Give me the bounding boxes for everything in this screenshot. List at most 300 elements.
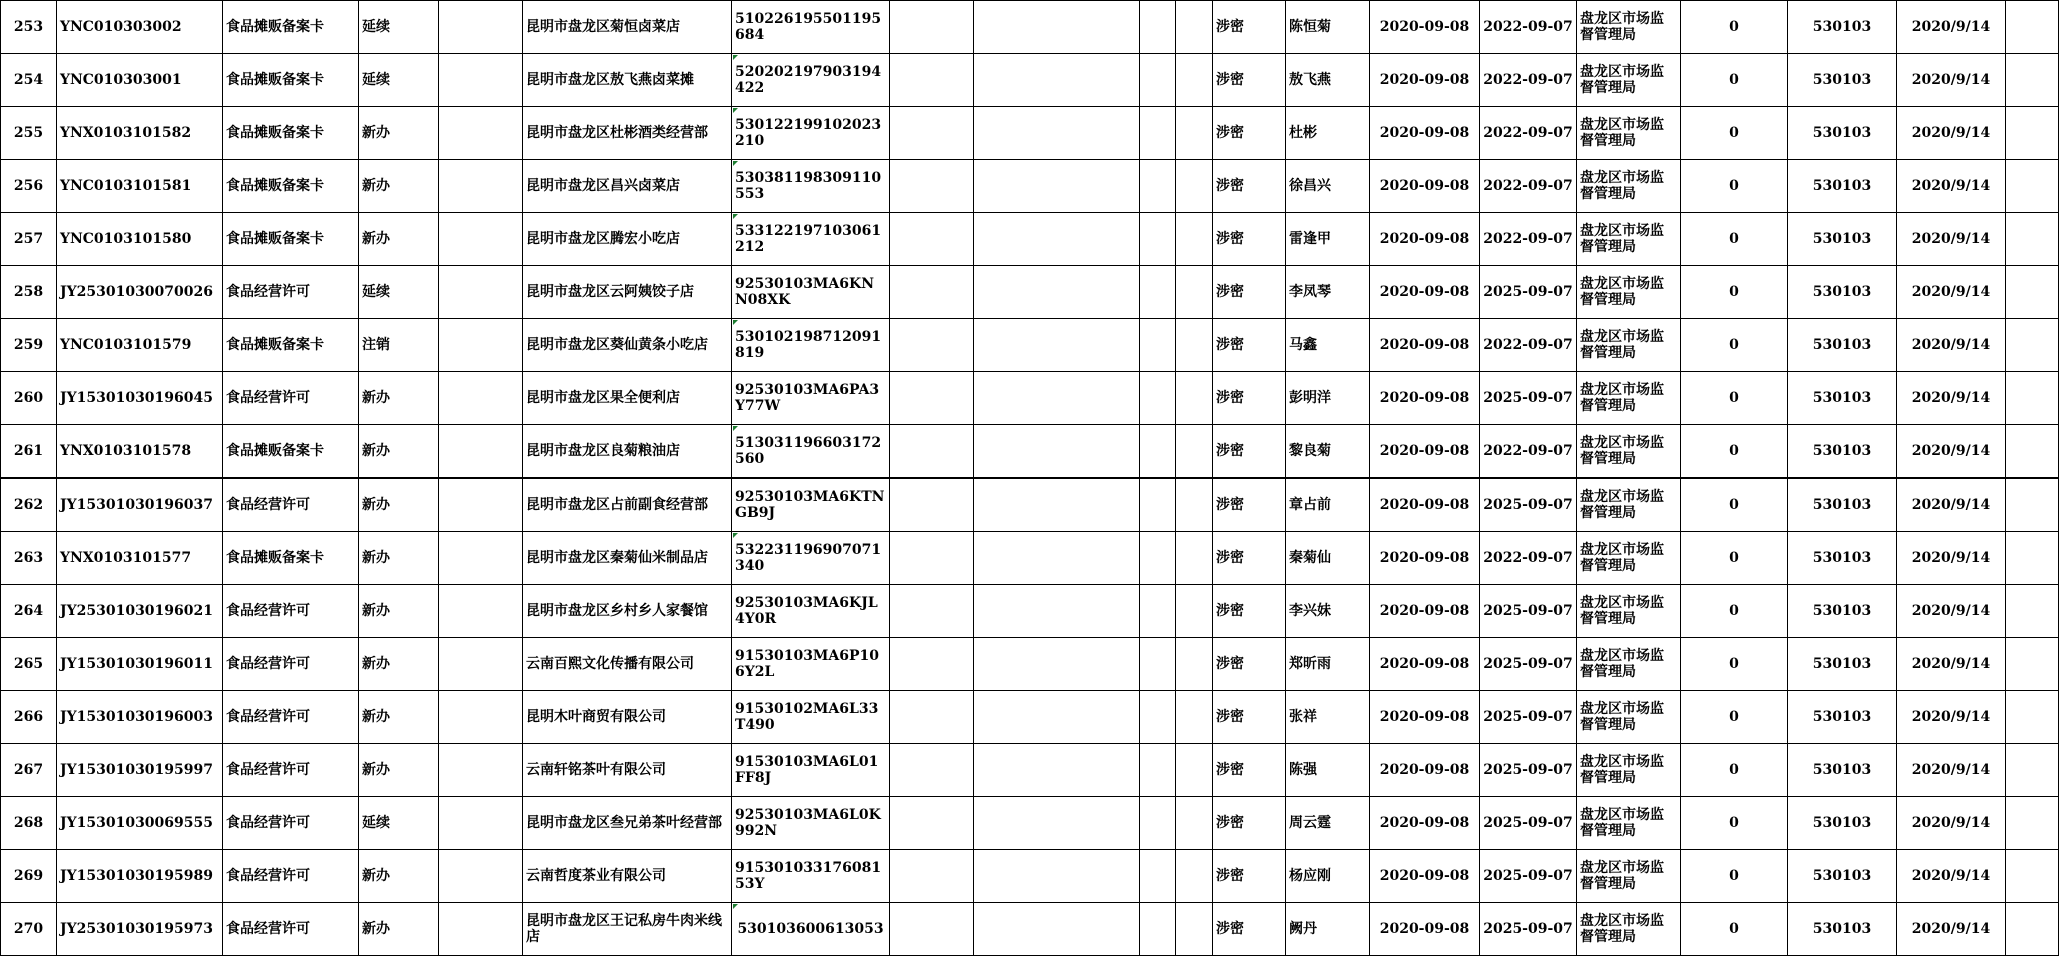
update-date-cell[interactable]: 2020/9/14 <box>1897 319 2006 372</box>
update-date-cell[interactable]: 2020/9/14 <box>1897 372 2006 425</box>
update-date-cell[interactable]: 2020/9/14 <box>1897 585 2006 638</box>
authority-cell[interactable]: 盘龙区市场监督管理局 <box>1577 691 1681 744</box>
seq-cell[interactable]: 268 <box>1 797 57 850</box>
issue-date-cell[interactable]: 2020-09-08 <box>1370 797 1480 850</box>
blank-cell[interactable] <box>974 54 1140 107</box>
blank-cell[interactable] <box>1140 638 1176 691</box>
action-cell[interactable]: 延续 <box>359 54 439 107</box>
permit-number-cell[interactable]: JY15301030195997 <box>57 744 223 797</box>
permit-number-cell[interactable]: YNC0103101580 <box>57 213 223 266</box>
category-cell[interactable]: 食品经营许可 <box>223 903 359 956</box>
seq-cell[interactable]: 265 <box>1 638 57 691</box>
issue-date-cell[interactable]: 2020-09-08 <box>1370 478 1480 532</box>
confidential-cell[interactable]: 涉密 <box>1213 425 1286 479</box>
blank-cell[interactable] <box>439 107 523 160</box>
action-cell[interactable]: 新办 <box>359 372 439 425</box>
credit-code-cell[interactable]: 530102198712091819 <box>732 319 890 372</box>
action-cell[interactable]: 注销 <box>359 319 439 372</box>
issue-date-cell[interactable]: 2020-09-08 <box>1370 160 1480 213</box>
area-code-cell[interactable]: 530103 <box>1788 585 1897 638</box>
status-cell[interactable]: 0 <box>1681 744 1788 797</box>
business-name-cell[interactable]: 昆明市盘龙区昌兴卤菜店 <box>523 160 732 213</box>
permit-number-cell[interactable]: JY15301030196011 <box>57 638 223 691</box>
blank-cell[interactable] <box>2006 478 2059 532</box>
blank-cell[interactable] <box>1140 319 1176 372</box>
action-cell[interactable]: 新办 <box>359 532 439 585</box>
permit-number-cell[interactable]: YNC010303002 <box>57 1 223 54</box>
blank-cell[interactable] <box>890 691 974 744</box>
status-cell[interactable]: 0 <box>1681 266 1788 319</box>
action-cell[interactable]: 新办 <box>359 107 439 160</box>
authority-cell[interactable]: 盘龙区市场监督管理局 <box>1577 1 1681 54</box>
status-cell[interactable]: 0 <box>1681 691 1788 744</box>
expire-date-cell[interactable]: 2025-09-07 <box>1480 691 1577 744</box>
update-date-cell[interactable]: 2020/9/14 <box>1897 903 2006 956</box>
blank-cell[interactable] <box>1140 266 1176 319</box>
blank-cell[interactable] <box>890 319 974 372</box>
expire-date-cell[interactable]: 2025-09-07 <box>1480 744 1577 797</box>
blank-cell[interactable] <box>439 532 523 585</box>
blank-cell[interactable] <box>890 1 974 54</box>
blank-cell[interactable] <box>439 744 523 797</box>
confidential-cell[interactable]: 涉密 <box>1213 638 1286 691</box>
issue-date-cell[interactable]: 2020-09-08 <box>1370 850 1480 903</box>
authority-cell[interactable]: 盘龙区市场监督管理局 <box>1577 213 1681 266</box>
category-cell[interactable]: 食品摊贩备案卡 <box>223 107 359 160</box>
expire-date-cell[interactable]: 2022-09-07 <box>1480 160 1577 213</box>
confidential-cell[interactable]: 涉密 <box>1213 213 1286 266</box>
seq-cell[interactable]: 270 <box>1 903 57 956</box>
blank-cell[interactable] <box>1140 691 1176 744</box>
category-cell[interactable]: 食品摊贩备案卡 <box>223 425 359 479</box>
category-cell[interactable]: 食品经营许可 <box>223 372 359 425</box>
seq-cell[interactable]: 259 <box>1 319 57 372</box>
action-cell[interactable]: 新办 <box>359 425 439 479</box>
confidential-cell[interactable]: 涉密 <box>1213 478 1286 532</box>
permit-number-cell[interactable]: JY15301030196037 <box>57 478 223 532</box>
blank-cell[interactable] <box>2006 319 2059 372</box>
credit-code-cell[interactable]: 915301033176081​53Y <box>732 850 890 903</box>
status-cell[interactable]: 0 <box>1681 903 1788 956</box>
seq-cell[interactable]: 269 <box>1 850 57 903</box>
issue-date-cell[interactable]: 2020-09-08 <box>1370 691 1480 744</box>
seq-cell[interactable]: 253 <box>1 1 57 54</box>
status-cell[interactable]: 0 <box>1681 160 1788 213</box>
update-date-cell[interactable]: 2020/9/14 <box>1897 160 2006 213</box>
authority-cell[interactable]: 盘龙区市场监督管理局 <box>1577 638 1681 691</box>
blank-cell[interactable] <box>439 266 523 319</box>
update-date-cell[interactable]: 2020/9/14 <box>1897 478 2006 532</box>
status-cell[interactable]: 0 <box>1681 478 1788 532</box>
category-cell[interactable]: 食品摊贩备案卡 <box>223 160 359 213</box>
blank-cell[interactable] <box>1176 478 1213 532</box>
blank-cell[interactable] <box>439 638 523 691</box>
legal-person-cell[interactable]: 秦菊仙 <box>1286 532 1370 585</box>
legal-person-cell[interactable]: 敖飞燕 <box>1286 54 1370 107</box>
authority-cell[interactable]: 盘龙区市场监督管理局 <box>1577 266 1681 319</box>
blank-cell[interactable] <box>2006 1 2059 54</box>
confidential-cell[interactable]: 涉密 <box>1213 744 1286 797</box>
blank-cell[interactable] <box>974 585 1140 638</box>
status-cell[interactable]: 0 <box>1681 425 1788 479</box>
issue-date-cell[interactable]: 2020-09-08 <box>1370 372 1480 425</box>
action-cell[interactable]: 新办 <box>359 691 439 744</box>
expire-date-cell[interactable]: 2022-09-07 <box>1480 319 1577 372</box>
legal-person-cell[interactable]: 李凤琴 <box>1286 266 1370 319</box>
business-name-cell[interactable]: 昆明市盘龙区良菊粮油店 <box>523 425 732 479</box>
expire-date-cell[interactable]: 2025-09-07 <box>1480 478 1577 532</box>
blank-cell[interactable] <box>2006 107 2059 160</box>
legal-person-cell[interactable]: 阙丹 <box>1286 903 1370 956</box>
blank-cell[interactable] <box>1140 903 1176 956</box>
blank-cell[interactable] <box>1140 585 1176 638</box>
seq-cell[interactable]: 263 <box>1 532 57 585</box>
expire-date-cell[interactable]: 2022-09-07 <box>1480 54 1577 107</box>
permit-number-cell[interactable]: YNC010303001 <box>57 54 223 107</box>
blank-cell[interactable] <box>974 691 1140 744</box>
legal-person-cell[interactable]: 郑昕雨 <box>1286 638 1370 691</box>
action-cell[interactable]: 延续 <box>359 797 439 850</box>
credit-code-cell[interactable]: 91530103MA6P106Y2L <box>732 638 890 691</box>
confidential-cell[interactable]: 涉密 <box>1213 107 1286 160</box>
blank-cell[interactable] <box>1176 107 1213 160</box>
blank-cell[interactable] <box>890 266 974 319</box>
blank-cell[interactable] <box>1140 54 1176 107</box>
blank-cell[interactable] <box>974 744 1140 797</box>
blank-cell[interactable] <box>1140 797 1176 850</box>
blank-cell[interactable] <box>1176 532 1213 585</box>
blank-cell[interactable] <box>974 107 1140 160</box>
credit-code-cell[interactable]: 92530103MA6KNN08XK <box>732 266 890 319</box>
expire-date-cell[interactable]: 2025-09-07 <box>1480 372 1577 425</box>
business-name-cell[interactable]: 昆明市盘龙区乡村乡人家餐馆 <box>523 585 732 638</box>
blank-cell[interactable] <box>1176 850 1213 903</box>
blank-cell[interactable] <box>439 797 523 850</box>
area-code-cell[interactable]: 530103 <box>1788 478 1897 532</box>
area-code-cell[interactable]: 530103 <box>1788 850 1897 903</box>
blank-cell[interactable] <box>2006 266 2059 319</box>
business-name-cell[interactable]: 云南哲度茶业有限公司 <box>523 850 732 903</box>
credit-code-cell[interactable]: 91530103MA6L01FF8J <box>732 744 890 797</box>
blank-cell[interactable] <box>974 850 1140 903</box>
blank-cell[interactable] <box>974 532 1140 585</box>
expire-date-cell[interactable]: 2025-09-07 <box>1480 797 1577 850</box>
action-cell[interactable]: 延续 <box>359 266 439 319</box>
status-cell[interactable]: 0 <box>1681 850 1788 903</box>
confidential-cell[interactable]: 涉密 <box>1213 266 1286 319</box>
status-cell[interactable]: 0 <box>1681 213 1788 266</box>
business-name-cell[interactable]: 昆明市盘龙区腾宏小吃店 <box>523 213 732 266</box>
blank-cell[interactable] <box>890 797 974 850</box>
blank-cell[interactable] <box>890 425 974 479</box>
category-cell[interactable]: 食品经营许可 <box>223 266 359 319</box>
category-cell[interactable]: 食品经营许可 <box>223 850 359 903</box>
status-cell[interactable]: 0 <box>1681 372 1788 425</box>
category-cell[interactable]: 食品摊贩备案卡 <box>223 319 359 372</box>
action-cell[interactable]: 新办 <box>359 585 439 638</box>
business-name-cell[interactable]: 云南轩铭茶叶有限公司 <box>523 744 732 797</box>
blank-cell[interactable] <box>2006 585 2059 638</box>
blank-cell[interactable] <box>974 372 1140 425</box>
category-cell[interactable]: 食品经营许可 <box>223 744 359 797</box>
seq-cell[interactable]: 258 <box>1 266 57 319</box>
legal-person-cell[interactable]: 陈恒菊 <box>1286 1 1370 54</box>
permit-number-cell[interactable]: JY25301030195973 <box>57 903 223 956</box>
authority-cell[interactable]: 盘龙区市场监督管理局 <box>1577 54 1681 107</box>
category-cell[interactable]: 食品经营许可 <box>223 638 359 691</box>
authority-cell[interactable]: 盘龙区市场监督管理局 <box>1577 744 1681 797</box>
action-cell[interactable]: 新办 <box>359 638 439 691</box>
credit-code-cell[interactable]: 510226195501195684 <box>732 1 890 54</box>
action-cell[interactable]: 新办 <box>359 160 439 213</box>
blank-cell[interactable] <box>1140 850 1176 903</box>
blank-cell[interactable] <box>890 107 974 160</box>
blank-cell[interactable] <box>890 160 974 213</box>
confidential-cell[interactable]: 涉密 <box>1213 903 1286 956</box>
category-cell[interactable]: 食品摊贩备案卡 <box>223 532 359 585</box>
action-cell[interactable]: 新办 <box>359 213 439 266</box>
update-date-cell[interactable]: 2020/9/14 <box>1897 638 2006 691</box>
legal-person-cell[interactable]: 杜彬 <box>1286 107 1370 160</box>
blank-cell[interactable] <box>1176 797 1213 850</box>
legal-person-cell[interactable]: 徐昌兴 <box>1286 160 1370 213</box>
seq-cell[interactable]: 264 <box>1 585 57 638</box>
blank-cell[interactable] <box>1176 638 1213 691</box>
blank-cell[interactable] <box>2006 903 2059 956</box>
blank-cell[interactable] <box>439 319 523 372</box>
blank-cell[interactable] <box>1140 213 1176 266</box>
blank-cell[interactable] <box>974 425 1140 479</box>
blank-cell[interactable] <box>1176 213 1213 266</box>
credit-code-cell[interactable]: 533122197103061212 <box>732 213 890 266</box>
action-cell[interactable]: 新办 <box>359 850 439 903</box>
legal-person-cell[interactable]: 张祥 <box>1286 691 1370 744</box>
legal-person-cell[interactable]: 杨应刚 <box>1286 850 1370 903</box>
seq-cell[interactable]: 254 <box>1 54 57 107</box>
seq-cell[interactable]: 266 <box>1 691 57 744</box>
permit-number-cell[interactable]: YNC0103101581 <box>57 160 223 213</box>
blank-cell[interactable] <box>890 638 974 691</box>
legal-person-cell[interactable]: 李兴妹 <box>1286 585 1370 638</box>
status-cell[interactable]: 0 <box>1681 638 1788 691</box>
credit-code-cell[interactable]: 92530103MA6KTNGB9J <box>732 478 890 532</box>
issue-date-cell[interactable]: 2020-09-08 <box>1370 54 1480 107</box>
update-date-cell[interactable]: 2020/9/14 <box>1897 425 2006 479</box>
area-code-cell[interactable]: 530103 <box>1788 797 1897 850</box>
expire-date-cell[interactable]: 2025-09-07 <box>1480 638 1577 691</box>
expire-date-cell[interactable]: 2025-09-07 <box>1480 266 1577 319</box>
area-code-cell[interactable]: 530103 <box>1788 107 1897 160</box>
credit-code-cell[interactable]: 532231196907071340 <box>732 532 890 585</box>
update-date-cell[interactable]: 2020/9/14 <box>1897 744 2006 797</box>
action-cell[interactable]: 延续 <box>359 1 439 54</box>
status-cell[interactable]: 0 <box>1681 107 1788 160</box>
authority-cell[interactable]: 盘龙区市场监督管理局 <box>1577 425 1681 479</box>
area-code-cell[interactable]: 530103 <box>1788 638 1897 691</box>
status-cell[interactable]: 0 <box>1681 319 1788 372</box>
area-code-cell[interactable]: 530103 <box>1788 532 1897 585</box>
confidential-cell[interactable]: 涉密 <box>1213 585 1286 638</box>
blank-cell[interactable] <box>2006 638 2059 691</box>
legal-person-cell[interactable]: 陈强 <box>1286 744 1370 797</box>
legal-person-cell[interactable]: 黎良菊 <box>1286 425 1370 479</box>
seq-cell[interactable]: 260 <box>1 372 57 425</box>
credit-code-cell[interactable]: 520202197903194422 <box>732 54 890 107</box>
status-cell[interactable]: 0 <box>1681 1 1788 54</box>
business-name-cell[interactable]: 昆明市盘龙区菊恒卤菜店 <box>523 1 732 54</box>
permit-number-cell[interactable]: JY15301030069555 <box>57 797 223 850</box>
status-cell[interactable]: 0 <box>1681 532 1788 585</box>
business-name-cell[interactable]: 昆明市盘龙区杜彬酒类经营部 <box>523 107 732 160</box>
expire-date-cell[interactable]: 2025-09-07 <box>1480 903 1577 956</box>
blank-cell[interactable] <box>974 1 1140 54</box>
blank-cell[interactable] <box>1176 585 1213 638</box>
credit-code-cell[interactable]: 91530102MA6L33T490 <box>732 691 890 744</box>
business-name-cell[interactable]: 昆明市盘龙区云阿姨饺子店 <box>523 266 732 319</box>
credit-code-cell[interactable]: 530122199102023210 <box>732 107 890 160</box>
blank-cell[interactable] <box>439 160 523 213</box>
area-code-cell[interactable]: 530103 <box>1788 213 1897 266</box>
authority-cell[interactable]: 盘龙区市场监督管理局 <box>1577 107 1681 160</box>
confidential-cell[interactable]: 涉密 <box>1213 160 1286 213</box>
legal-person-cell[interactable]: 彭明洋 <box>1286 372 1370 425</box>
issue-date-cell[interactable]: 2020-09-08 <box>1370 213 1480 266</box>
blank-cell[interactable] <box>1140 425 1176 479</box>
blank-cell[interactable] <box>439 372 523 425</box>
area-code-cell[interactable]: 530103 <box>1788 160 1897 213</box>
blank-cell[interactable] <box>974 213 1140 266</box>
blank-cell[interactable] <box>439 903 523 956</box>
blank-cell[interactable] <box>2006 691 2059 744</box>
authority-cell[interactable]: 盘龙区市场监督管理局 <box>1577 532 1681 585</box>
seq-cell[interactable]: 257 <box>1 213 57 266</box>
confidential-cell[interactable]: 涉密 <box>1213 850 1286 903</box>
area-code-cell[interactable]: 530103 <box>1788 425 1897 479</box>
blank-cell[interactable] <box>1176 372 1213 425</box>
legal-person-cell[interactable]: 雷逢甲 <box>1286 213 1370 266</box>
legal-person-cell[interactable]: 周云霆 <box>1286 797 1370 850</box>
blank-cell[interactable] <box>890 903 974 956</box>
authority-cell[interactable]: 盘龙区市场监督管理局 <box>1577 372 1681 425</box>
expire-date-cell[interactable]: 2022-09-07 <box>1480 1 1577 54</box>
blank-cell[interactable] <box>439 1 523 54</box>
blank-cell[interactable] <box>1140 478 1176 532</box>
authority-cell[interactable]: 盘龙区市场监督管理局 <box>1577 903 1681 956</box>
authority-cell[interactable]: 盘龙区市场监督管理局 <box>1577 478 1681 532</box>
blank-cell[interactable] <box>439 691 523 744</box>
blank-cell[interactable] <box>974 638 1140 691</box>
blank-cell[interactable] <box>1176 1 1213 54</box>
category-cell[interactable]: 食品经营许可 <box>223 691 359 744</box>
status-cell[interactable]: 0 <box>1681 585 1788 638</box>
expire-date-cell[interactable]: 2022-09-07 <box>1480 425 1577 479</box>
blank-cell[interactable] <box>439 478 523 532</box>
status-cell[interactable]: 0 <box>1681 54 1788 107</box>
permit-number-cell[interactable]: JY15301030196045 <box>57 372 223 425</box>
blank-cell[interactable] <box>1140 744 1176 797</box>
confidential-cell[interactable]: 涉密 <box>1213 532 1286 585</box>
confidential-cell[interactable]: 涉密 <box>1213 319 1286 372</box>
action-cell[interactable]: 新办 <box>359 478 439 532</box>
blank-cell[interactable] <box>2006 850 2059 903</box>
issue-date-cell[interactable]: 2020-09-08 <box>1370 1 1480 54</box>
blank-cell[interactable] <box>890 585 974 638</box>
action-cell[interactable]: 新办 <box>359 744 439 797</box>
blank-cell[interactable] <box>1140 372 1176 425</box>
expire-date-cell[interactable]: 2022-09-07 <box>1480 107 1577 160</box>
issue-date-cell[interactable]: 2020-09-08 <box>1370 532 1480 585</box>
blank-cell[interactable] <box>890 54 974 107</box>
seq-cell[interactable]: 267 <box>1 744 57 797</box>
update-date-cell[interactable]: 2020/9/14 <box>1897 1 2006 54</box>
blank-cell[interactable] <box>890 478 974 532</box>
area-code-cell[interactable]: 530103 <box>1788 903 1897 956</box>
permit-number-cell[interactable]: JY25301030196021 <box>57 585 223 638</box>
expire-date-cell[interactable]: 2022-09-07 <box>1480 213 1577 266</box>
issue-date-cell[interactable]: 2020-09-08 <box>1370 425 1480 479</box>
update-date-cell[interactable]: 2020/9/14 <box>1897 532 2006 585</box>
blank-cell[interactable] <box>1140 107 1176 160</box>
issue-date-cell[interactable]: 2020-09-08 <box>1370 585 1480 638</box>
business-name-cell[interactable]: 昆明市盘龙区果全便利店 <box>523 372 732 425</box>
blank-cell[interactable] <box>974 478 1140 532</box>
update-date-cell[interactable]: 2020/9/14 <box>1897 850 2006 903</box>
seq-cell[interactable]: 255 <box>1 107 57 160</box>
confidential-cell[interactable]: 涉密 <box>1213 54 1286 107</box>
blank-cell[interactable] <box>2006 797 2059 850</box>
confidential-cell[interactable]: 涉密 <box>1213 797 1286 850</box>
issue-date-cell[interactable]: 2020-09-08 <box>1370 638 1480 691</box>
permit-number-cell[interactable]: JY15301030195989 <box>57 850 223 903</box>
blank-cell[interactable] <box>890 850 974 903</box>
blank-cell[interactable] <box>1176 744 1213 797</box>
blank-cell[interactable] <box>2006 213 2059 266</box>
blank-cell[interactable] <box>1176 691 1213 744</box>
blank-cell[interactable] <box>439 425 523 479</box>
seq-cell[interactable]: 262 <box>1 478 57 532</box>
seq-cell[interactable]: 256 <box>1 160 57 213</box>
authority-cell[interactable]: 盘龙区市场监督管理局 <box>1577 319 1681 372</box>
confidential-cell[interactable]: 涉密 <box>1213 1 1286 54</box>
blank-cell[interactable] <box>2006 532 2059 585</box>
legal-person-cell[interactable]: 章占前 <box>1286 478 1370 532</box>
update-date-cell[interactable]: 2020/9/14 <box>1897 266 2006 319</box>
credit-code-cell[interactable]: 530381198309110553 <box>732 160 890 213</box>
blank-cell[interactable] <box>439 850 523 903</box>
blank-cell[interactable] <box>2006 54 2059 107</box>
issue-date-cell[interactable]: 2020-09-08 <box>1370 903 1480 956</box>
confidential-cell[interactable]: 涉密 <box>1213 691 1286 744</box>
update-date-cell[interactable]: 2020/9/14 <box>1897 54 2006 107</box>
expire-date-cell[interactable]: 2022-09-07 <box>1480 532 1577 585</box>
credit-code-cell[interactable]: 530103600613053 <box>732 903 890 956</box>
update-date-cell[interactable]: 2020/9/14 <box>1897 797 2006 850</box>
authority-cell[interactable]: 盘龙区市场监督管理局 <box>1577 797 1681 850</box>
blank-cell[interactable] <box>2006 744 2059 797</box>
blank-cell[interactable] <box>2006 425 2059 479</box>
blank-cell[interactable] <box>2006 160 2059 213</box>
area-code-cell[interactable]: 530103 <box>1788 744 1897 797</box>
blank-cell[interactable] <box>890 532 974 585</box>
blank-cell[interactable] <box>1140 160 1176 213</box>
expire-date-cell[interactable]: 2025-09-07 <box>1480 850 1577 903</box>
status-cell[interactable]: 0 <box>1681 797 1788 850</box>
credit-code-cell[interactable]: 92530103MA6KJL4Y0R <box>732 585 890 638</box>
permit-number-cell[interactable]: JY15301030196003 <box>57 691 223 744</box>
blank-cell[interactable] <box>2006 372 2059 425</box>
blank-cell[interactable] <box>890 213 974 266</box>
category-cell[interactable]: 食品经营许可 <box>223 797 359 850</box>
